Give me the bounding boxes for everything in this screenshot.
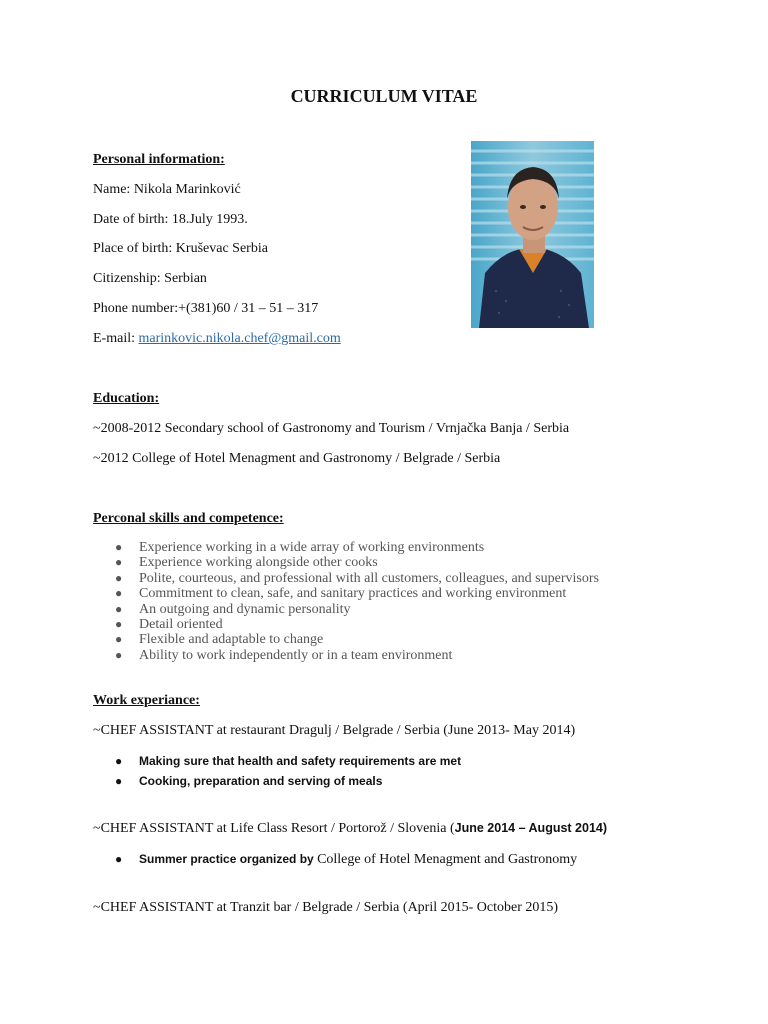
name-line: Name: Nikola Marinković: [93, 182, 241, 197]
job-2-title: [93, 821, 607, 837]
email-link[interactable]: marinkovic.nikola.chef@gmail.com: [138, 331, 341, 346]
skill-text: Flexible and adaptable to change: [139, 632, 324, 648]
bullet-icon: ●: [115, 586, 123, 601]
list-item: [93, 602, 599, 617]
skill-text: Detail oriented: [139, 616, 223, 632]
bullet-icon: ●: [115, 632, 123, 647]
job-bullet-text: Making sure that health and safety requirements are met: [139, 754, 462, 768]
job-2-title-dates: June 2014 – August 2014): [454, 821, 608, 835]
phone-line: Phone number:+(381)60 / 31 – 51 – 317: [93, 301, 319, 316]
bullet-icon: ●: [115, 540, 123, 554]
bullet-icon: ●: [115, 647, 123, 662]
skill-text: Commitment to clean, safe, and sanitary practices and working environment: [139, 586, 567, 602]
list-item: [93, 617, 599, 632]
list-item: [93, 751, 461, 771]
list-item: [93, 586, 599, 601]
bullet-icon: ●: [115, 616, 123, 631]
job-bullet-text: Cooking, preparation and serving of meals: [139, 774, 383, 788]
list-item: [93, 849, 577, 869]
work-heading: Work experiance:: [93, 693, 200, 708]
skill-text: Experience working in a wide array of working environments: [139, 540, 485, 555]
skills-heading: Perconal skills and competence:: [93, 511, 284, 526]
education-item-1: ~2008-2012 Secondary school of Gastronomy and Tourism / Vrnjačka Banja / Serbia: [93, 421, 570, 436]
list-item: [93, 771, 461, 791]
skill-text: Ability to work independently or in a team environment: [139, 647, 453, 663]
skill-text: Experience working alongside other cooks: [139, 555, 378, 571]
education-item-2: ~2012 College of Hotel Menagment and Gastronomy / Belgrade / Serbia: [93, 451, 501, 466]
job-3-title: ~CHEF ASSISTANT at Tranzit bar / Belgrade / Serbia (April 2015- October 2015): [93, 900, 559, 915]
list-item: [93, 632, 599, 647]
job-bullet-rest: College of Hotel Menagment and Gastronomy: [317, 852, 578, 867]
pob-line: Place of birth: Kruševac Serbia: [93, 241, 268, 256]
job-2-bullets: [93, 849, 577, 869]
bullet-icon: ●: [115, 754, 123, 768]
bullet-icon: ●: [115, 570, 123, 585]
email-line: [93, 331, 341, 347]
list-item: [93, 555, 599, 570]
bullet-icon: ●: [115, 774, 123, 788]
skills-list: [93, 540, 599, 663]
skill-text: Polite, courteous, and professional with all customers, colleagues, and supervisors: [139, 570, 599, 586]
bullet-icon: ●: [115, 852, 123, 866]
profile-photo: [471, 141, 594, 328]
job-2-title-main: ~CHEF ASSISTANT at Life Class Resort / Portorož / Slovenia (: [93, 821, 455, 836]
bullet-icon: ●: [115, 555, 123, 570]
citizenship-line: Citizenship: Serbian: [93, 271, 207, 286]
skill-text: An outgoing and dynamic personality: [139, 601, 351, 617]
list-item: [93, 648, 599, 663]
job-bullet-bold: Summer practice organized by: [139, 852, 318, 866]
list-item: [93, 571, 599, 586]
document-title: CURRICULUM VITAE: [290, 86, 478, 106]
personal-info-heading: Personal information:: [93, 152, 225, 167]
bullet-icon: ●: [115, 601, 123, 616]
dob-line: Date of birth: 18.July 1993.: [93, 212, 248, 227]
list-item: [93, 540, 599, 555]
education-heading: Education:: [93, 391, 160, 406]
email-label: E-mail:: [93, 331, 139, 346]
job-1-bullets: [93, 751, 461, 791]
job-1-title: ~CHEF ASSISTANT at restaurant Dragulj / Belgrade / Serbia (June 2013- May 2014): [93, 723, 576, 738]
